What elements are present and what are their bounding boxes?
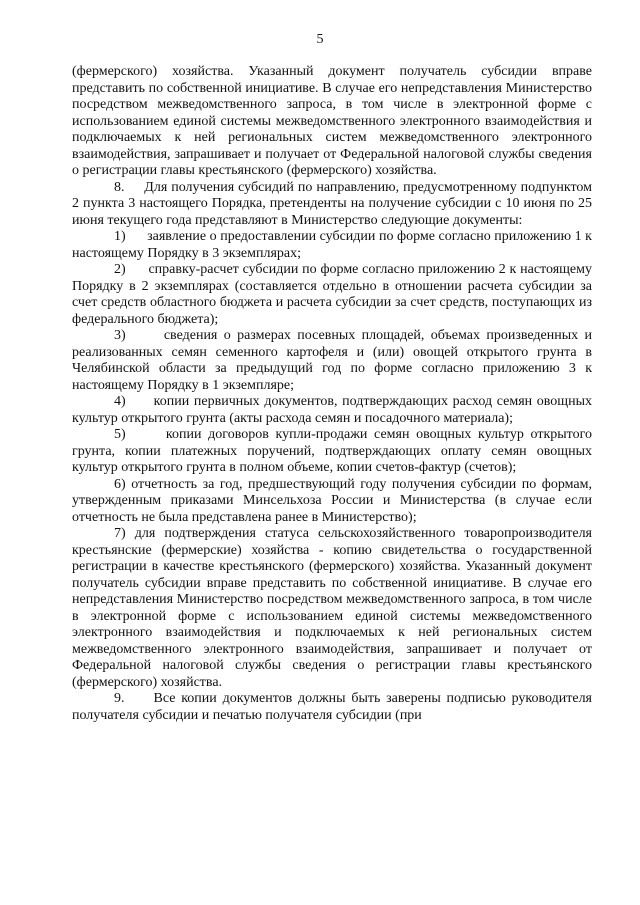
paragraph-continuation: (фермерского) хозяйства. Указанный документ получатель субсидии вправе представить по собственной инициативе. В случае его непредставления Министерство посредством межведомственного запроса, в том числе в электронной форме с использованием единой системы межведомственного электронного взаимодействия и подключаемых к ней региональных систем межведомственного электронного взаимодействия, запрашивает и получает от Федеральной налоговой службы сведения о регистрации главы крестьянского (фермерского) хозяйства. bbox=[72, 64, 592, 178]
document-body bbox=[72, 64, 592, 724]
paragraph-subitem-1: 1) заявление о предоставлении субсидии по форме согласно приложению 1 к настоящему Порядку в 3 экземплярах; bbox=[72, 229, 592, 261]
paragraph-item-9: 9. Все копии документов должны быть заверены подписью руководителя получателя субсидии и печатью получателя субсидии (при bbox=[72, 691, 592, 723]
page-number: 5 bbox=[316, 32, 324, 47]
paragraph-subitem-3: 3) сведения о размерах посевных площадей, объемах произведенных и реализованных семян семенного картофеля и (или) овощей открытого грунта в Челябинской области за предыдущий год по форме согласно приложению 3 к настоящему Порядку в 1 экземпляре; bbox=[72, 328, 592, 393]
paragraph-item-8: 8. Для получения субсидий по направлению, предусмотренному подпунктом 2 пункта 3 настоящего Порядка, претенденты на получение субсидии с 10 июня по 25 июня текущего года представляют в Министерство следующие документы: bbox=[72, 179, 592, 228]
paragraph-subitem-5: 5) копии договоров купли-продажи семян овощных культур открытого грунта, копии платежных поручений, подтверждающих оплату семян овощных культур открытого грунта в полном объеме, копии счетов-фактур (счетов); bbox=[72, 427, 592, 475]
paragraph-subitem-4: 4) копии первичных документов, подтверждающих расход семян овощных культур открытого грунта (акты расхода семян и посадочного материала); bbox=[72, 394, 592, 426]
paragraph-subitem-6: 6) отчетность за год, предшествующий году получения субсидии по формам, утвержденным приказами Минсельхоза России и Министерства (в случае если отчетность не была представлена ранее в Министерство); bbox=[72, 476, 592, 525]
paragraph-subitem-7: 7) для подтверждения статуса сельскохозяйственного товаропроизводителя крестьянские (фермерские) хозяйства - копию свидетельства о государственной регистрации в качестве крестьянского (фермерского) хозяйства. Указанный документ получатель субсидии вправе представить по собственной инициативе. В случае его непредставления Министерство посредством межведомственного запроса, в том числе в электронной форме с использованием единой системы межведомственного электронного взаимодействия и подключаемых к ней региональных систем межведомственного электронного взаимодействия, запрашивает и получает от Федеральной налоговой службы сведения о регистрации главы крестьянского (фермерского) хозяйства. bbox=[72, 526, 592, 690]
paragraph-subitem-2: 2) справку-расчет субсидии по форме согласно приложению 2 к настоящему Порядку в 2 экземплярах (составляется отдельно в отношении расчета субсидии за счет средств областного бюджета и расчета субсидии за счет средств, поступающих из федерального бюджета); bbox=[72, 262, 592, 327]
